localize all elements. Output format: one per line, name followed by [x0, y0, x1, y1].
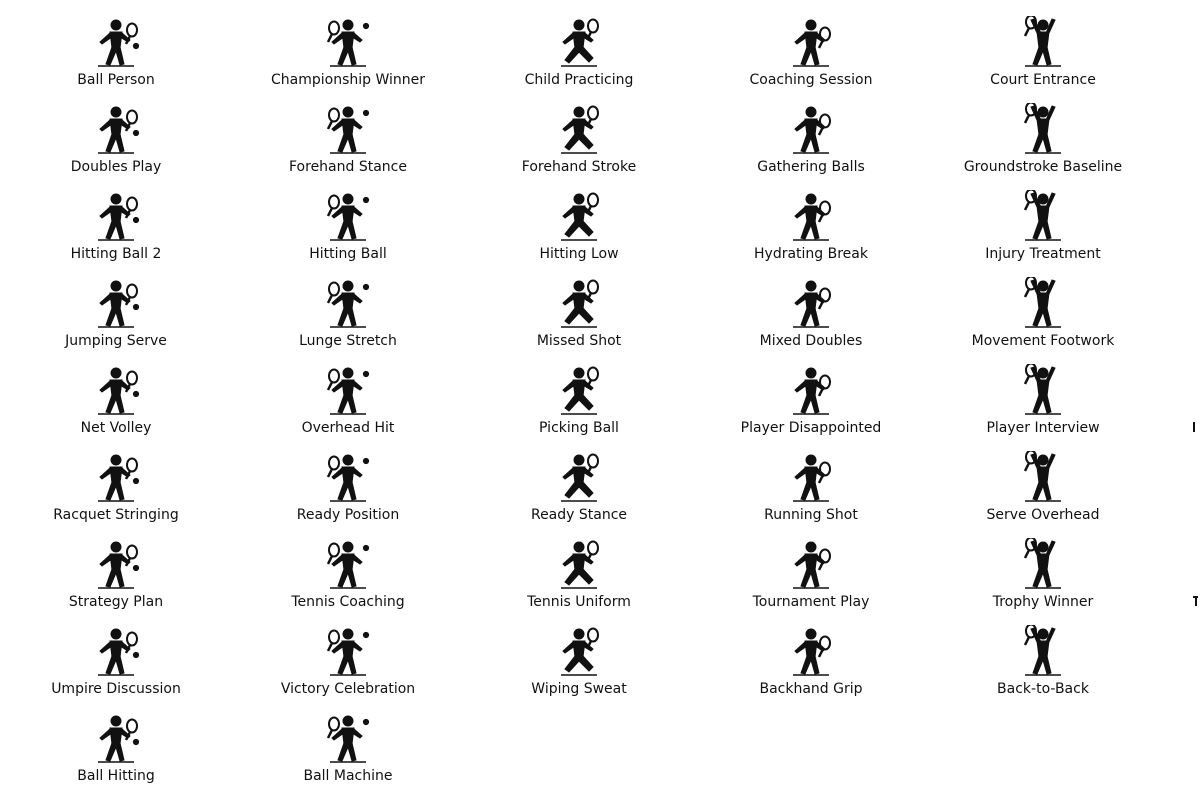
clipped-icon-fragment: [1193, 418, 1200, 448]
icon-card: [695, 613, 927, 700]
icon-card: [927, 613, 1159, 700]
icon-label: Hitting Low: [539, 246, 619, 262]
icon-card: [695, 178, 927, 265]
icon-card: [695, 4, 927, 91]
icon-label: Forehand Stroke: [521, 159, 637, 175]
icon-label: Back-to-Back: [997, 681, 1089, 697]
icon-card: [695, 439, 927, 526]
icon-label: Hydrating Break: [754, 246, 868, 262]
icon-label: Court Entrance: [990, 72, 1096, 88]
icon-label: Tournament Play: [752, 594, 870, 610]
icon-label: Ready Position: [296, 507, 400, 523]
icon-label: Jumping Serve: [65, 333, 167, 349]
icon-label: Backhand Grip: [759, 681, 863, 697]
icon-card: [927, 352, 1159, 439]
icon-label: Player Disappointed: [740, 420, 882, 436]
icon-label: Serve Overhead: [986, 507, 1100, 523]
icon-label: Lunge Stretch: [299, 333, 397, 349]
icon-label: Racquet Stringing: [53, 507, 179, 523]
icon-label: Tennis Uniform: [527, 594, 631, 610]
icon-label: Doubles Play: [70, 159, 162, 175]
icon-card: [0, 439, 232, 526]
icon-card: [232, 178, 464, 265]
icon-card: [927, 178, 1159, 265]
icon-card: [0, 526, 232, 613]
icon-card: [927, 526, 1159, 613]
icon-card: [232, 526, 464, 613]
icon-card: [232, 352, 464, 439]
icon-card: [0, 4, 232, 91]
icon-label: Championship Winner: [270, 72, 425, 88]
icon-card: [927, 4, 1159, 91]
icon-label: Gathering Balls: [757, 159, 865, 175]
icon-label: Picking Ball: [539, 420, 619, 436]
icon-label: Ball Person: [77, 72, 155, 88]
icon-card: [232, 613, 464, 700]
icon-card: [232, 700, 464, 787]
icon-card: [232, 439, 464, 526]
icon-label: Mixed Doubles: [759, 333, 863, 349]
icon-card: [463, 352, 695, 439]
icon-card: [0, 178, 232, 265]
icon-label: Player Interview: [986, 420, 1100, 436]
icon-label: Umpire Discussion: [51, 681, 181, 697]
icon-card: [232, 4, 464, 91]
icon-card: [695, 265, 927, 352]
icon-card: [0, 613, 232, 700]
icon-card: [463, 613, 695, 700]
icon-label: Trophy Winner: [992, 594, 1094, 610]
icon-card: [695, 91, 927, 178]
icon-card: [927, 265, 1159, 352]
icon-label: Missed Shot: [536, 333, 622, 349]
icon-label: Child Practicing: [524, 72, 634, 88]
icon-label: Running Shot: [764, 507, 858, 523]
icon-label: Overhead Hit: [301, 420, 395, 436]
icon-label: Ball Machine: [303, 768, 393, 784]
icon-card: [0, 265, 232, 352]
icon-label: Injury Treatment: [985, 246, 1101, 262]
icon-label: Ball Hitting: [77, 768, 155, 784]
icon-label: Wiping Sweat: [531, 681, 627, 697]
clipped-icon-fragment: [1193, 590, 1200, 620]
icon-card: [232, 265, 464, 352]
icon-label: Strategy Plan: [68, 594, 164, 610]
icon-label: Forehand Stance: [289, 159, 407, 175]
icon-card: [695, 352, 927, 439]
icon-card: [463, 439, 695, 526]
icon-label: Ready Stance: [530, 507, 628, 523]
icon-card: [463, 526, 695, 613]
icon-card: [463, 4, 695, 91]
icon-label: Victory Celebration: [280, 681, 416, 697]
icon-label: Net Volley: [80, 420, 152, 436]
icon-label: Coaching Session: [749, 72, 873, 88]
icon-card: [463, 265, 695, 352]
icon-card: [0, 352, 232, 439]
icon-label: Hitting Ball: [309, 246, 387, 262]
icon-card: [232, 91, 464, 178]
icon-label: Groundstroke Baseline: [963, 159, 1123, 175]
icon-card: [927, 91, 1159, 178]
icon-card: [927, 439, 1159, 526]
icon-card: [463, 178, 695, 265]
icon-card: [0, 91, 232, 178]
icon-card: [695, 526, 927, 613]
icon-card: [463, 91, 695, 178]
icon-label: Hitting Ball 2: [70, 246, 162, 262]
icon-label: Tennis Coaching: [291, 594, 405, 610]
icon-card: [0, 700, 232, 787]
icon-label: Movement Footwork: [971, 333, 1115, 349]
